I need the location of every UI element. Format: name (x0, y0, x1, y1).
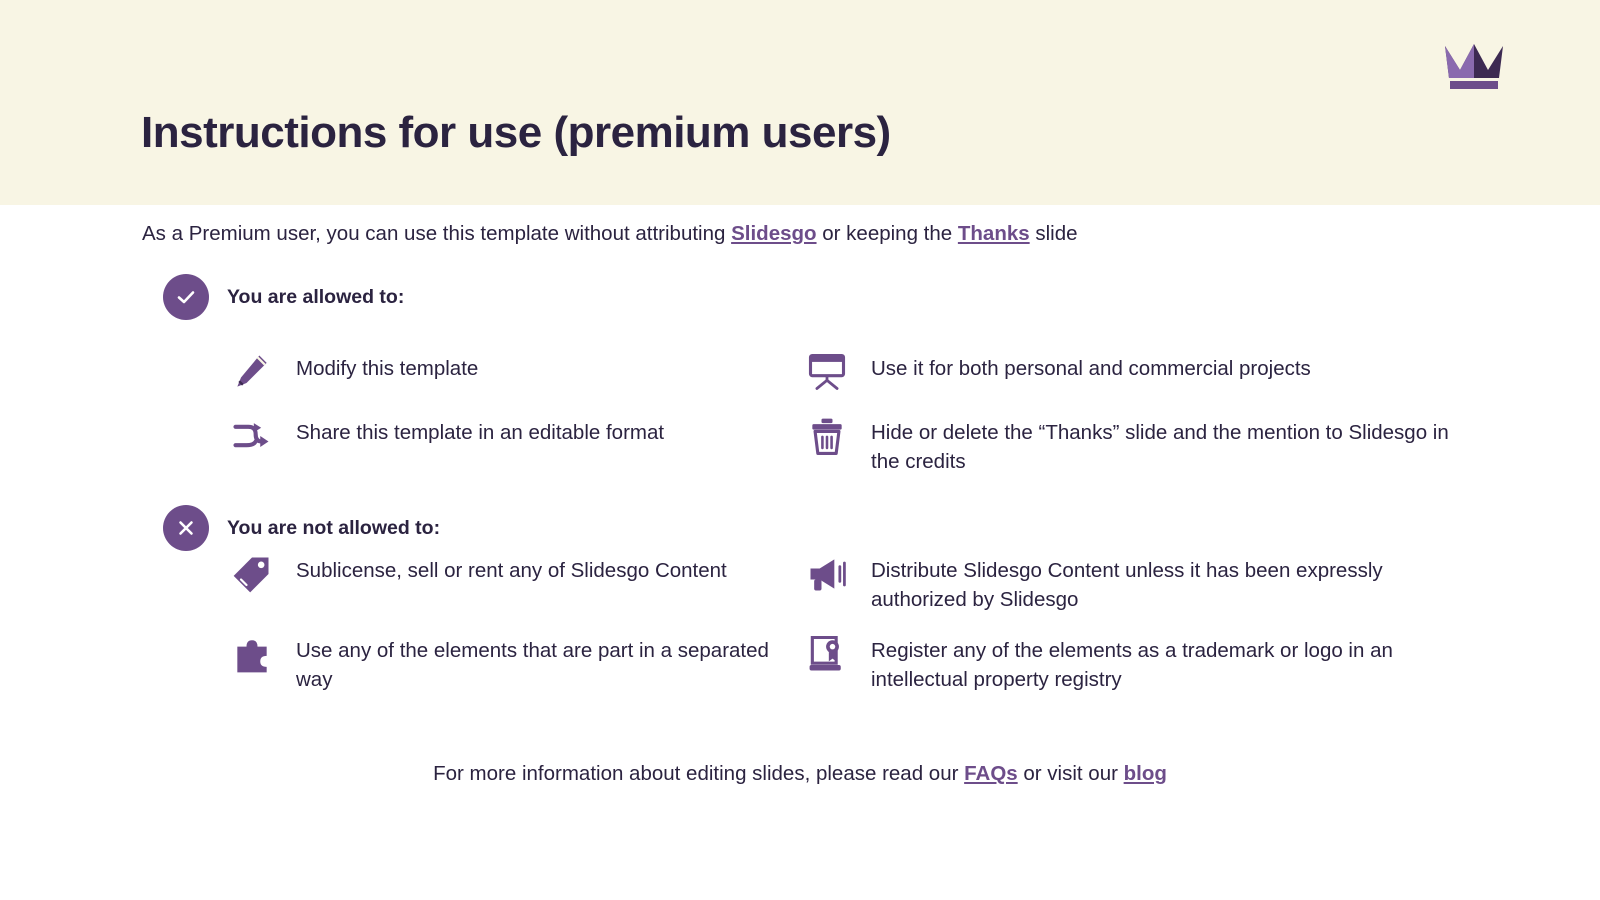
list-item (228, 348, 773, 396)
share-arrows-icon (228, 412, 276, 460)
section-label-not-allowed: You are not allowed to: (227, 516, 441, 539)
megaphone-icon (803, 550, 851, 598)
list-item-text: Modify this template (296, 357, 479, 380)
not-allowed-items-grid (228, 550, 1508, 694)
cross-circle-icon (163, 505, 209, 551)
list-item-text: Hide or delete the “Thanks” slide and the mention to Slidesgo in the credits (871, 421, 1449, 474)
slidesgo-link[interactable]: Slidesgo (731, 222, 817, 245)
list-item (803, 348, 1463, 396)
list-item (803, 412, 1463, 476)
price-tag-icon (228, 550, 276, 598)
list-item (803, 550, 1463, 614)
list-item-text: Use any of the elements that are part in a separated way (296, 639, 769, 692)
pencil-icon (228, 348, 276, 396)
list-item-text: Sublicense, sell or rent any of Slidesgo Content (296, 559, 727, 582)
thanks-link[interactable]: Thanks (957, 222, 1030, 245)
section-header-not-allowed (163, 505, 440, 551)
section-header-allowed (163, 274, 404, 320)
list-item (228, 630, 773, 694)
header-band (0, 0, 1600, 205)
list-item-text: Share this template in an editable format (296, 421, 665, 444)
list-item (228, 412, 773, 476)
trash-icon (803, 412, 851, 460)
check-circle-icon (163, 274, 209, 320)
footer-text-middle: or visit our (1017, 762, 1124, 785)
list-item-text: Use it for both personal and commercial projects (871, 357, 1311, 380)
intro-text-middle: or keeping the (816, 222, 958, 245)
list-item-text: Distribute Slidesgo Content unless it has been expressly authorized by Slidesgo (871, 559, 1383, 612)
list-item-text: Register any of the elements as a trademark or logo in an intellectual property registry (871, 639, 1393, 692)
footer-text-before: For more information about editing slides, please read our (433, 762, 965, 785)
list-item (228, 550, 773, 614)
list-item (803, 630, 1463, 694)
puzzle-piece-icon (228, 630, 276, 678)
crown-icon (1443, 40, 1505, 92)
faqs-link[interactable]: FAQs (964, 762, 1018, 785)
page-title: Instructions for use (premium users) (141, 108, 891, 157)
footer-text (0, 762, 1600, 786)
section-label-allowed: You are allowed to: (227, 285, 405, 308)
presentation-screen-icon (803, 348, 851, 396)
intro-text-before: As a Premium user, you can use this template without attributing (142, 222, 732, 245)
blog-link[interactable]: blog (1123, 762, 1167, 785)
certificate-book-icon (803, 630, 851, 678)
intro-text (142, 222, 1078, 246)
allowed-items-grid (228, 348, 1508, 476)
intro-text-after: slide (1029, 222, 1078, 245)
